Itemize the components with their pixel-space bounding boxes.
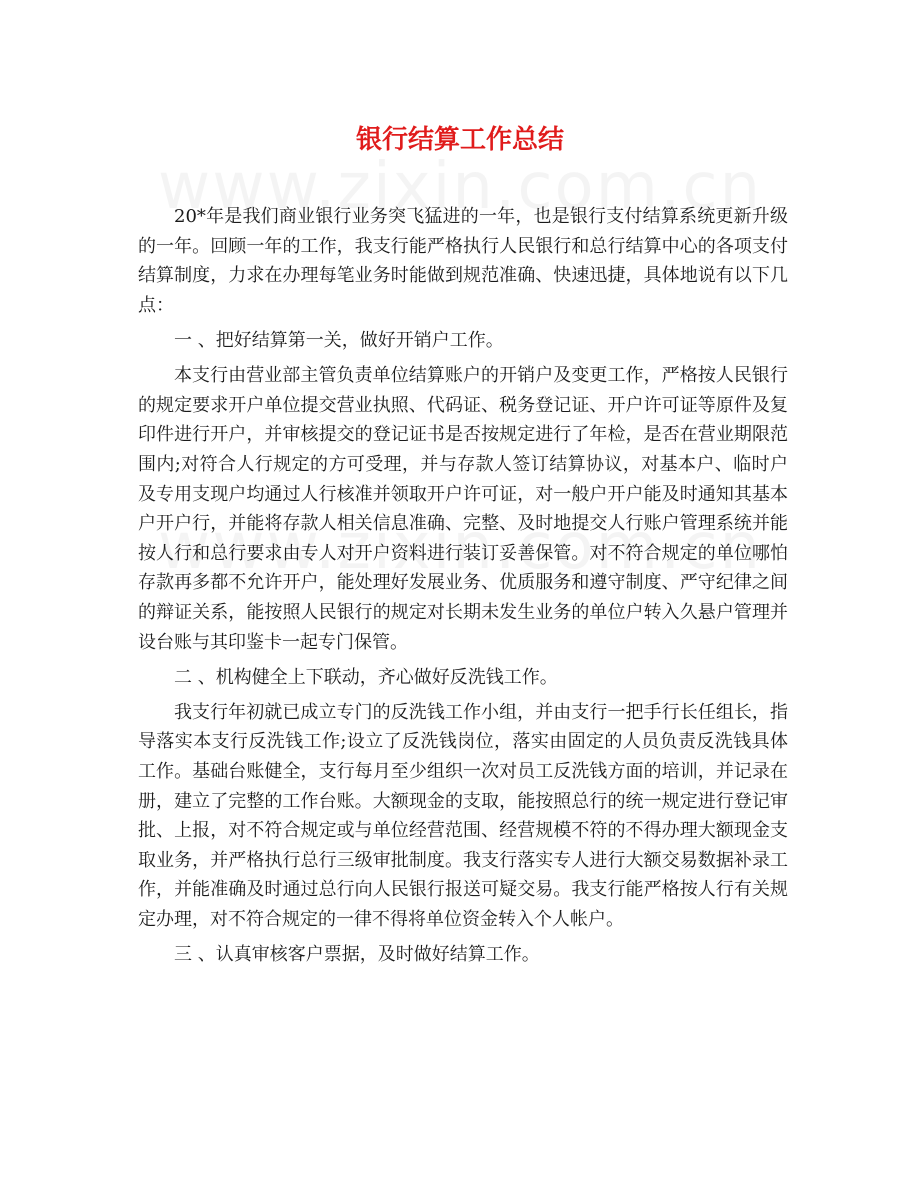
paragraph-intro: 20*年是我们商业银行业务突飞猛进的一年，也是银行支付结算系统更新升级的一年。回顾一年的工作，我支行能严格执行人民银行和总行结算中心的各项支付结算制度，力求在办理每笔业务时能做到规范准确、快速迅捷，具体地说有以下几点： [138, 206, 788, 316]
document-body [138, 202, 788, 975]
document-title: 银行结算工作总结 [355, 125, 564, 155]
paragraph-section-2: 我支行年初就已成立专门的反洗钱工作小组，并由支行一把手行长任组长，指导落实本支行反洗钱工作;设立了反洗钱岗位，落实由固定的人员负责反洗钱具体工作。基础台账健全，支行每月至少组织一次对员工反洗钱方面的培训，并记录在册，建立了完整的工作台账。大额现金的支取，能按照总行的统一规定进行登记审批、上报，对不符合规定或与单位经营范围、经营规模不符的不得办理大额现金支取业务，并严格执行总行三级审批制度。我支行落实专人进行大额交易数据补录工作，并能准确及时通过总行向人民银行报送可疑交易。我支行能严格按人行有关规定办理，对不符合规定的一律不得将单位资金转入个人帐户。 [138, 701, 788, 931]
paragraph-section-1: 本支行由营业部主管负责单位结算账户的开销户及变更工作，严格按人民银行的规定要求开户单位提交营业执照、代码证、税务登记证、开户许可证等原件及复印件进行开户，并审核提交的登记证书是否按规定进行了年检，是否在营业期限范围内;对符合人行规定的方可受理，并与存款人签订结算协议，对基本户、临时户及专用支现户均通过人行核准并领取开户许可证，对一般户开户能及时通知其基本户开户行，并能将存款人相关信息准确、完整、及时地提交人行账户管理系统并能按人行和总行要求由专人对开户资料进行装订妥善保管。对不符合规定的单位哪怕存款再多都不允许开户，能处理好发展业务、优质服务和遵守制度、严守纪律之间的辩证关系，能按照人民银行的规定对长期未发生业务的单位户转入久悬户管理并设台账与其印鉴卡一起专门保管。 [138, 365, 788, 653]
section-heading-2: 二 、机构健全上下联动，齐心做好反洗钱工作。 [174, 666, 558, 688]
section-heading-3: 三 、认真审核客户票据，及时做好结算工作。 [174, 944, 540, 966]
section-heading-1: 一 、把好结算第一关，做好开销户工作。 [174, 329, 504, 351]
